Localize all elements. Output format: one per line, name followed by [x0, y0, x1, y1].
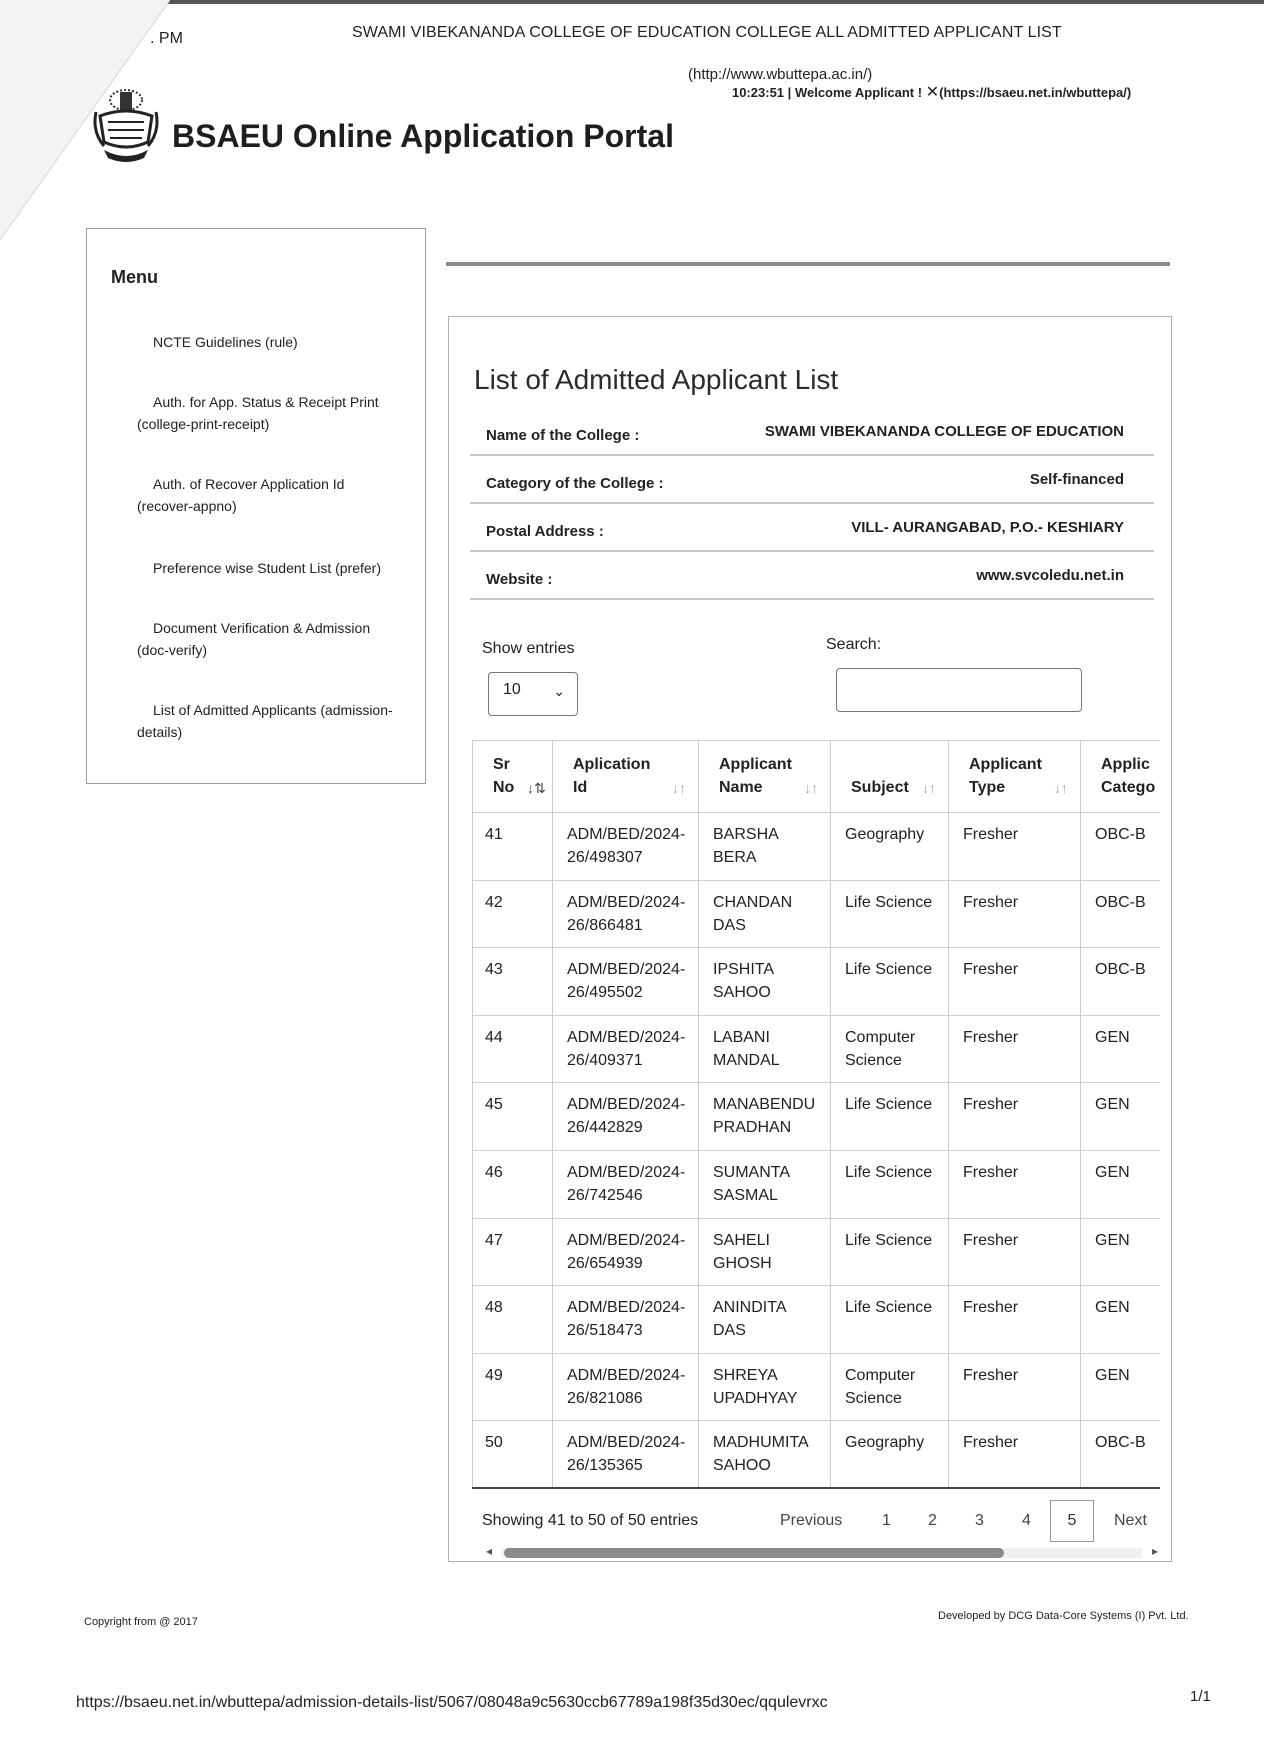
- cell-applicant-type: [949, 1353, 1081, 1421]
- cell-applicant-name: [699, 1083, 831, 1151]
- cell-sr-no: [473, 813, 553, 881]
- table-row: [473, 1015, 1161, 1083]
- cell-sr-no-text: 43: [485, 961, 503, 979]
- cell-sr-no: [473, 1150, 553, 1218]
- cell-applicant-type: [949, 1015, 1081, 1083]
- header-subject[interactable]: [831, 741, 949, 813]
- cell-application-id: [553, 1286, 699, 1354]
- cell-applicant-name-text: DAS: [713, 1322, 746, 1340]
- scroll-right-icon[interactable]: ▸: [1151, 1544, 1158, 1558]
- table-row: [473, 813, 1161, 881]
- entries-select[interactable]: [488, 672, 578, 716]
- cell-subject-text: Life Science: [845, 961, 933, 979]
- cell-applicant-name: [699, 1150, 831, 1218]
- clock: 10:23:51: [732, 85, 785, 100]
- cell-application-id: [553, 1083, 699, 1151]
- info-value: Self-financed: [1029, 471, 1124, 488]
- menu-item-preference-list[interactable]: [153, 557, 433, 579]
- menu-item-admitted-applicants[interactable]: [137, 699, 413, 743]
- admitted-applicants-table: [472, 740, 1160, 1490]
- cell-application-id-text: ADM/BED/2024-: [567, 826, 686, 843]
- cell-applicant-category-text: GEN: [1095, 1299, 1130, 1317]
- print-title: SWAMI VIBEKANANDA COLLEGE OF EDUCATION COLLEGE ALL ADMITTED APPLICANT LIST: [352, 24, 1062, 41]
- cell-subject: [831, 1015, 949, 1083]
- cell-applicant-category: [1081, 1421, 1161, 1489]
- menu-item-ncte-guidelines[interactable]: [153, 331, 423, 353]
- cell-applicant-name: [699, 1286, 831, 1354]
- cell-applicant-name-text: MANDAL: [713, 1051, 780, 1069]
- cell-subject: [831, 1083, 949, 1151]
- pagination-page-1[interactable]: 1: [882, 1512, 891, 1529]
- cell-application-id-text: 26/518473: [567, 1322, 643, 1340]
- cell-application-id-text: 26/742546: [567, 1186, 643, 1204]
- cell-application-id-text: 26/442829: [567, 1119, 643, 1137]
- entries-value: 10: [503, 681, 521, 698]
- cell-sr-no-text: 45: [485, 1096, 503, 1114]
- cell-applicant-type-text: Fresher: [963, 1366, 1019, 1384]
- scroll-thumb[interactable]: [504, 1548, 1004, 1558]
- info-label: Name of the College :: [486, 427, 640, 444]
- copyright: Copyright from @ 2017: [84, 1616, 198, 1628]
- menu-item-sublabel: details): [137, 724, 183, 740]
- pagination-previous[interactable]: Previous: [780, 1512, 843, 1529]
- cell-applicant-name: [699, 1015, 831, 1083]
- print-time: . PM: [150, 30, 183, 47]
- cell-sr-no: [473, 880, 553, 948]
- cell-subject-text: Computer: [845, 1366, 916, 1384]
- cell-applicant-category: [1081, 1150, 1161, 1218]
- cell-sr-no-text: 49: [485, 1366, 503, 1384]
- cell-applicant-category-text: GEN: [1095, 1366, 1130, 1384]
- cell-applicant-category-text: OBC-B: [1095, 1434, 1146, 1452]
- menu-item-recover-application[interactable]: [137, 473, 407, 517]
- header-applicant-category[interactable]: [1081, 741, 1161, 813]
- cell-sr-no: [473, 948, 553, 1016]
- cell-application-id-text: ADM/BED/2024-: [567, 893, 686, 911]
- table-row: [473, 1353, 1161, 1421]
- cell-subject-text: Computer: [845, 1028, 916, 1046]
- cell-subject: [831, 948, 949, 1016]
- portal-title: BSAEU Online Application Portal: [172, 118, 674, 154]
- cell-sr-no: [473, 1015, 553, 1083]
- cell-application-id-text: ADM/BED/2024-: [567, 1434, 686, 1452]
- cell-applicant-category: [1081, 1015, 1161, 1083]
- cell-applicant-category-text: GEN: [1095, 1096, 1130, 1114]
- sort-arrows-icon: ↓↑: [1054, 780, 1068, 796]
- cell-subject: [831, 1286, 949, 1354]
- cell-application-id-text: ADM/BED/2024-: [567, 1028, 686, 1046]
- cell-sr-no-text: 42: [485, 893, 503, 911]
- chevron-down-icon: ⌄: [553, 683, 565, 699]
- cell-application-id-text: ADM/BED/2024-: [567, 1299, 686, 1317]
- logout-link[interactable]: (https://bsaeu.net.in/wbuttepa/): [939, 85, 1132, 100]
- pagination-page-5-current[interactable]: 5: [1050, 1500, 1094, 1542]
- menu-item-label: Auth. for App. Status & Receipt Print: [153, 394, 379, 410]
- menu-item-sublabel: (recover-appno): [137, 498, 237, 514]
- cell-application-id-text: 26/498307: [567, 849, 643, 866]
- cell-applicant-name-text: IPSHITA: [713, 961, 775, 979]
- cell-applicant-name: [699, 948, 831, 1016]
- cell-applicant-category-text: GEN: [1095, 1163, 1130, 1181]
- cell-applicant-name-text: DAS: [713, 916, 746, 934]
- cell-sr-no-text: 41: [485, 826, 503, 843]
- cell-applicant-name-text: SUMANTA: [713, 1163, 791, 1181]
- header-application-id[interactable]: [553, 741, 699, 813]
- cell-sr-no-text: 46: [485, 1163, 503, 1181]
- separator: |: [787, 85, 792, 100]
- table-row: [473, 880, 1161, 948]
- cell-applicant-name-text: MADHUMITA: [713, 1434, 809, 1452]
- cell-applicant-type: [949, 948, 1081, 1016]
- cell-applicant-category-text: OBC-B: [1095, 961, 1146, 979]
- header-label: Subject: [851, 779, 909, 796]
- cell-application-id-text: ADM/BED/2024-: [567, 1231, 686, 1249]
- showing-info: Showing 41 to 50 of 50 entries: [482, 1512, 699, 1529]
- cell-applicant-type: [949, 1083, 1081, 1151]
- menu-item-label: Preference wise Student List (prefer): [153, 560, 381, 576]
- cell-applicant-category-text: GEN: [1095, 1028, 1130, 1046]
- table-header-row: [473, 741, 1161, 813]
- cell-subject-text: Life Science: [845, 893, 933, 911]
- header-sr-no[interactable]: [473, 741, 553, 813]
- header-label: Applicant: [719, 756, 792, 773]
- header-label: Aplication: [573, 756, 651, 773]
- cell-application-id: [553, 1015, 699, 1083]
- header-label: Catego: [1101, 779, 1156, 796]
- header-label: Name: [719, 779, 763, 796]
- table-row: [473, 1150, 1161, 1218]
- pagination-next[interactable]: Next: [1114, 1512, 1147, 1529]
- cell-applicant-name-text: SAHOO: [713, 1457, 771, 1475]
- welcome-line: [732, 82, 1131, 102]
- table-row: [473, 1218, 1161, 1286]
- cell-application-id-text: 26/409371: [567, 1051, 643, 1069]
- info-row-postal-address: [470, 506, 1154, 552]
- cell-application-id: [553, 1150, 699, 1218]
- cell-application-id: [553, 1353, 699, 1421]
- horizontal-scrollbar[interactable]: [486, 1546, 1158, 1560]
- cell-subject: [831, 1421, 949, 1489]
- scan-edge: [160, 0, 1264, 4]
- info-row-college-name: [470, 410, 1154, 456]
- cell-applicant-name-text: SAHOO: [713, 984, 771, 1002]
- cell-applicant-category: [1081, 1353, 1161, 1421]
- cell-applicant-name-text: GHOSH: [713, 1254, 772, 1272]
- cell-sr-no: [473, 1083, 553, 1151]
- menu-item-receipt-print[interactable]: [137, 391, 407, 435]
- sidebar-menu: [86, 228, 426, 784]
- cell-applicant-name-text: SASMAL: [713, 1186, 778, 1204]
- header-label: No: [493, 779, 515, 796]
- cell-application-id: [553, 1218, 699, 1286]
- developed-by: Developed by DCG Data-Core Systems (I) Pvt. Ltd.: [938, 1610, 1189, 1622]
- scroll-left-icon[interactable]: ◂: [486, 1544, 493, 1558]
- menu-title: Menu: [111, 267, 158, 287]
- header-label: Type: [969, 779, 1006, 796]
- table-row: [473, 1286, 1161, 1354]
- cell-applicant-category: [1081, 813, 1161, 881]
- header-label: Sr: [493, 756, 510, 773]
- cell-subject-text: Life Science: [845, 1096, 933, 1114]
- cell-application-id-text: 26/821086: [567, 1389, 643, 1407]
- menu-item-sublabel: (doc-verify): [137, 642, 208, 658]
- cell-application-id-text: 26/654939: [567, 1254, 643, 1272]
- cell-applicant-name-text: BERA: [713, 849, 757, 866]
- cell-subject-text: Geography: [845, 826, 925, 843]
- cell-applicant-type: [949, 880, 1081, 948]
- cell-application-id-text: ADM/BED/2024-: [567, 1096, 686, 1114]
- menu-item-sublabel: (college-print-receipt): [137, 416, 270, 432]
- page-title: List of Admitted Applicant List: [474, 364, 839, 395]
- cell-application-id-text: ADM/BED/2024-: [567, 1366, 686, 1384]
- cell-applicant-type-text: Fresher: [963, 1163, 1019, 1181]
- cell-sr-no: [473, 1218, 553, 1286]
- info-value: VILL- AURANGABAD, P.O.- KESHIARY: [851, 519, 1124, 536]
- cell-applicant-type-text: Fresher: [963, 1434, 1019, 1452]
- cell-applicant-name-text: UPADHYAY: [713, 1389, 798, 1407]
- header-label: Applic: [1101, 756, 1150, 773]
- header-label: Applicant: [969, 756, 1042, 773]
- cell-sr-no: [473, 1286, 553, 1354]
- cell-application-id-text: ADM/BED/2024-: [567, 1163, 686, 1181]
- pagination-page-4[interactable]: 4: [1022, 1512, 1031, 1529]
- cell-applicant-category: [1081, 1286, 1161, 1354]
- cell-subject: [831, 1150, 949, 1218]
- cell-sr-no-text: 50: [485, 1434, 503, 1452]
- cell-subject: [831, 1353, 949, 1421]
- cell-subject-text: Science: [845, 1051, 902, 1069]
- info-value: SWAMI VIBEKANANDA COLLEGE OF EDUCATION: [764, 423, 1124, 440]
- table-row: [473, 1421, 1161, 1489]
- table-row: [473, 948, 1161, 1016]
- cell-applicant-name-text: SHREYA: [713, 1366, 778, 1384]
- cell-sr-no-text: 48: [485, 1299, 503, 1317]
- home-link[interactable]: (http://www.wbuttepa.ac.in/): [688, 66, 873, 83]
- cell-application-id: [553, 948, 699, 1016]
- cell-applicant-type: [949, 1421, 1081, 1489]
- cell-applicant-name: [699, 813, 831, 881]
- cell-applicant-category: [1081, 1083, 1161, 1151]
- page-count: 1/1: [1190, 1688, 1211, 1705]
- cell-applicant-type: [949, 1218, 1081, 1286]
- search-input[interactable]: [836, 668, 1082, 712]
- cell-applicant-name: [699, 1421, 831, 1489]
- cell-applicant-name: [699, 880, 831, 948]
- cell-applicant-type-text: Fresher: [963, 826, 1019, 843]
- header-applicant-type[interactable]: [949, 741, 1081, 813]
- pagination-page-3[interactable]: 3: [975, 1512, 984, 1529]
- cell-applicant-category: [1081, 948, 1161, 1016]
- search-label: Search:: [826, 636, 882, 653]
- cell-applicant-type-text: Fresher: [963, 1299, 1019, 1317]
- sort-arrows-icon: ↓⇅: [527, 780, 546, 796]
- cell-applicant-type-text: Fresher: [963, 1231, 1019, 1249]
- menu-item-label: List of Admitted Applicants (admission-: [153, 702, 393, 718]
- info-label: Postal Address :: [486, 523, 604, 540]
- cell-sr-no: [473, 1421, 553, 1489]
- cell-applicant-type: [949, 1286, 1081, 1354]
- info-label: Website :: [486, 571, 553, 588]
- page-url: https://bsaeu.net.in/wbuttepa/admission-details-list/5067/08048a9c5630ccb67789a198f35d30ec/qqulevrxc: [76, 1694, 828, 1711]
- menu-item-label: Document Verification & Admission: [153, 620, 371, 636]
- info-row-website: [470, 554, 1154, 600]
- cell-sr-no-text: 44: [485, 1028, 503, 1046]
- divider: [446, 262, 1170, 266]
- cell-applicant-category-text: GEN: [1095, 1231, 1130, 1249]
- cell-applicant-name: [699, 1353, 831, 1421]
- cell-subject: [831, 1218, 949, 1286]
- info-value: www.svcoledu.net.in: [976, 567, 1124, 584]
- cell-applicant-category-text: OBC-B: [1095, 893, 1146, 911]
- welcome-text: Welcome Applicant !: [794, 85, 923, 100]
- cell-applicant-type-text: Fresher: [963, 893, 1019, 911]
- pagination-page-2[interactable]: 2: [928, 1512, 937, 1529]
- cell-applicant-type-text: Fresher: [963, 961, 1019, 979]
- show-entries-label: Show entries: [482, 640, 575, 657]
- cell-application-id: [553, 880, 699, 948]
- cell-application-id: [553, 813, 699, 881]
- cell-application-id-text: ADM/BED/2024-: [567, 961, 686, 979]
- cell-applicant-name-text: BARSHA: [713, 826, 779, 843]
- cell-applicant-category: [1081, 1218, 1161, 1286]
- cell-application-id-text: 26/495502: [567, 984, 643, 1002]
- cell-subject-text: Life Science: [845, 1299, 933, 1317]
- cell-applicant-name-text: LABANI: [713, 1028, 770, 1046]
- cell-application-id: [553, 1421, 699, 1489]
- cell-applicant-name-text: ANINDITA: [713, 1299, 787, 1317]
- cell-sr-no: [473, 1353, 553, 1421]
- cell-sr-no-text: 47: [485, 1231, 503, 1249]
- cell-applicant-name-text: SAHELI: [713, 1231, 770, 1249]
- info-row-category: [470, 458, 1154, 504]
- cell-subject-text: Life Science: [845, 1231, 933, 1249]
- menu-item-label: Auth. of Recover Application Id: [153, 476, 345, 492]
- cell-applicant-category: [1081, 880, 1161, 948]
- cell-subject-text: Life Science: [845, 1163, 933, 1181]
- menu-item-doc-verify[interactable]: [137, 617, 407, 661]
- cell-subject: [831, 813, 949, 881]
- header-label: Id: [573, 779, 588, 796]
- cell-applicant-type: [949, 1150, 1081, 1218]
- university-emblem-icon: [90, 82, 162, 172]
- cell-application-id-text: 26/135365: [567, 1457, 643, 1475]
- cell-applicant-name: [699, 1218, 831, 1286]
- cell-applicant-name-text: CHANDAN: [713, 893, 793, 911]
- cell-subject: [831, 880, 949, 948]
- table-row: [473, 1083, 1161, 1151]
- cell-applicant-type-text: Fresher: [963, 1028, 1019, 1046]
- header-applicant-name[interactable]: [699, 741, 831, 813]
- x-icon[interactable]: ✕: [925, 84, 940, 101]
- sort-arrows-icon: ↓↑: [804, 780, 818, 796]
- cell-subject-text: Geography: [845, 1434, 925, 1452]
- cell-applicant-name-text: MANABENDU: [713, 1096, 816, 1114]
- cell-applicant-type: [949, 813, 1081, 881]
- cell-applicant-category-text: OBC-B: [1095, 826, 1146, 843]
- menu-item-label: NCTE Guidelines (rule): [153, 334, 298, 350]
- info-label: Category of the College :: [486, 475, 664, 492]
- cell-subject-text: Science: [845, 1389, 902, 1407]
- sort-arrows-icon: ↓↑: [922, 780, 936, 796]
- cell-applicant-type-text: Fresher: [963, 1096, 1019, 1114]
- cell-application-id-text: 26/866481: [567, 916, 643, 934]
- sort-arrows-icon: ↓↑: [672, 780, 686, 796]
- cell-applicant-name-text: PRADHAN: [713, 1119, 792, 1137]
